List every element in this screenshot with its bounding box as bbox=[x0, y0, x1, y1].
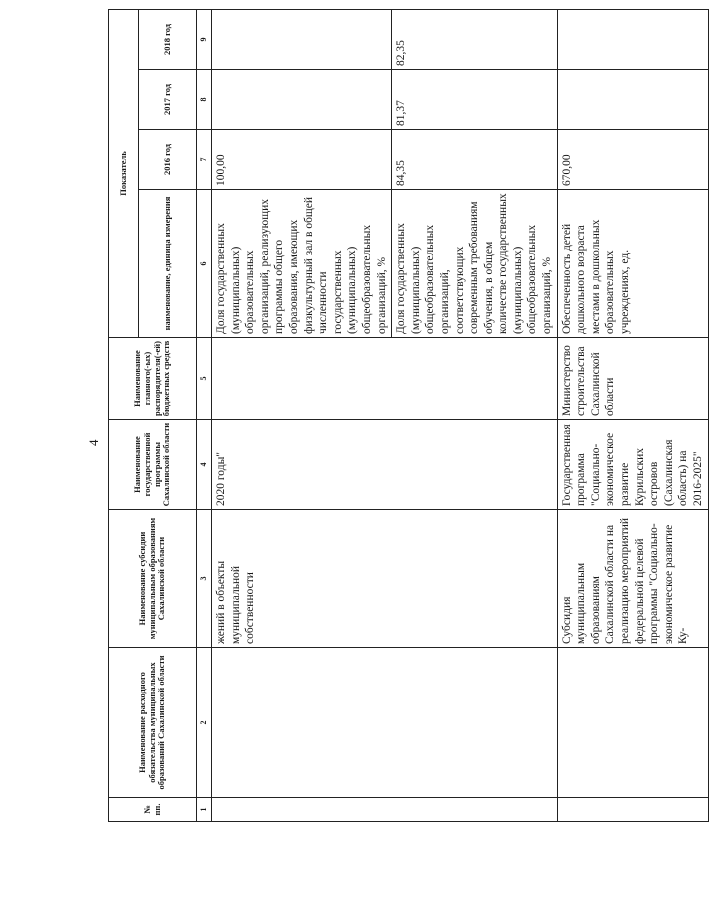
header-year-2018: 2018 год bbox=[139, 9, 197, 69]
column-number-5: 5 bbox=[197, 338, 212, 420]
subsidy-name: Субсидия муниципальным образованиям Сахалинской области на реализацию мероприятий федеральной целевой программы "Социально-экономическое развитие Ку- bbox=[557, 510, 708, 648]
header-indicator-group: Показатель bbox=[109, 9, 139, 337]
indicator-3-value-2017 bbox=[557, 70, 708, 130]
program-name: Государственная программа "Социально-экономическое развитие Курильских островов (Сахалинская область) на 2016-2025" bbox=[557, 420, 708, 510]
administrator-cell bbox=[212, 338, 558, 420]
obligation-cell-2 bbox=[557, 648, 708, 798]
number-cell bbox=[212, 798, 558, 822]
indicator-2-value-2018: 82,35 bbox=[392, 9, 558, 69]
column-number-9: 9 bbox=[197, 9, 212, 69]
program-name-continued: 2020 годы" bbox=[212, 420, 558, 510]
header-administrator: Наименование главного(-ых) распорядителя(-ей) бюджетных средств bbox=[109, 338, 197, 420]
header-year-2016: 2016 год bbox=[139, 130, 197, 190]
column-number-1: 1 bbox=[197, 798, 212, 822]
indicator-2-value-2016: 84,35 bbox=[392, 130, 558, 190]
column-number-6: 6 bbox=[197, 190, 212, 338]
indicator-name-1: Доля государственных (муниципальных) образовательных организаций, реализующих программы общего образования, имеющих физкультурный зал в общей численности государственных (муниципальных) общеобразовательных организаций, % bbox=[212, 190, 392, 338]
header-obligation: Наименование расходного обязательства муниципальных образований Сахалинской области bbox=[109, 648, 197, 798]
number-cell-2 bbox=[557, 798, 708, 822]
obligation-cell bbox=[212, 648, 558, 798]
indicator-1-value-2016: 100,00 bbox=[212, 130, 392, 190]
indicator-3-value-2018 bbox=[557, 9, 708, 69]
indicator-2-value-2017: 81,37 bbox=[392, 70, 558, 130]
column-number-2: 2 bbox=[197, 648, 212, 798]
indicator-3-value-2016: 670,00 bbox=[557, 130, 708, 190]
column-number-7: 7 bbox=[197, 130, 212, 190]
rotated-page-content bbox=[108, 10, 704, 822]
subsidy-table bbox=[108, 9, 709, 822]
column-number-3: 3 bbox=[197, 510, 212, 648]
header-indicator-name: наименование, единица измерения bbox=[139, 190, 197, 338]
page-number: 4 bbox=[86, 439, 101, 446]
header-program: Наименование государственной программы Сахалинской области bbox=[109, 420, 197, 510]
header-subsidy: Наименование субсидии муниципальным образованиям Сахалинской области bbox=[109, 510, 197, 648]
indicator-name-3: Обеспеченность детей дошкольного возраста местами в дошкольных образовательных учреждениях, ед. bbox=[557, 190, 708, 338]
column-number-8: 8 bbox=[197, 70, 212, 130]
header-number: № пп. bbox=[109, 798, 197, 822]
column-number-4: 4 bbox=[197, 420, 212, 510]
indicator-name-2: Доля государственных (муниципальных) общеобразовательных организаций, соответствующих современным требованиям обучения, в общем количестве государственных (муниципальных) общеобразовательных организаций, % bbox=[392, 190, 558, 338]
indicator-1-value-2017 bbox=[212, 70, 392, 130]
header-year-2017: 2017 год bbox=[139, 70, 197, 130]
indicator-1-value-2018 bbox=[212, 9, 392, 69]
administrator-name: Министерство строительства Сахалинской области bbox=[557, 338, 708, 420]
subsidy-name-continued: жений в объекты муниципальной собственности bbox=[212, 510, 558, 648]
